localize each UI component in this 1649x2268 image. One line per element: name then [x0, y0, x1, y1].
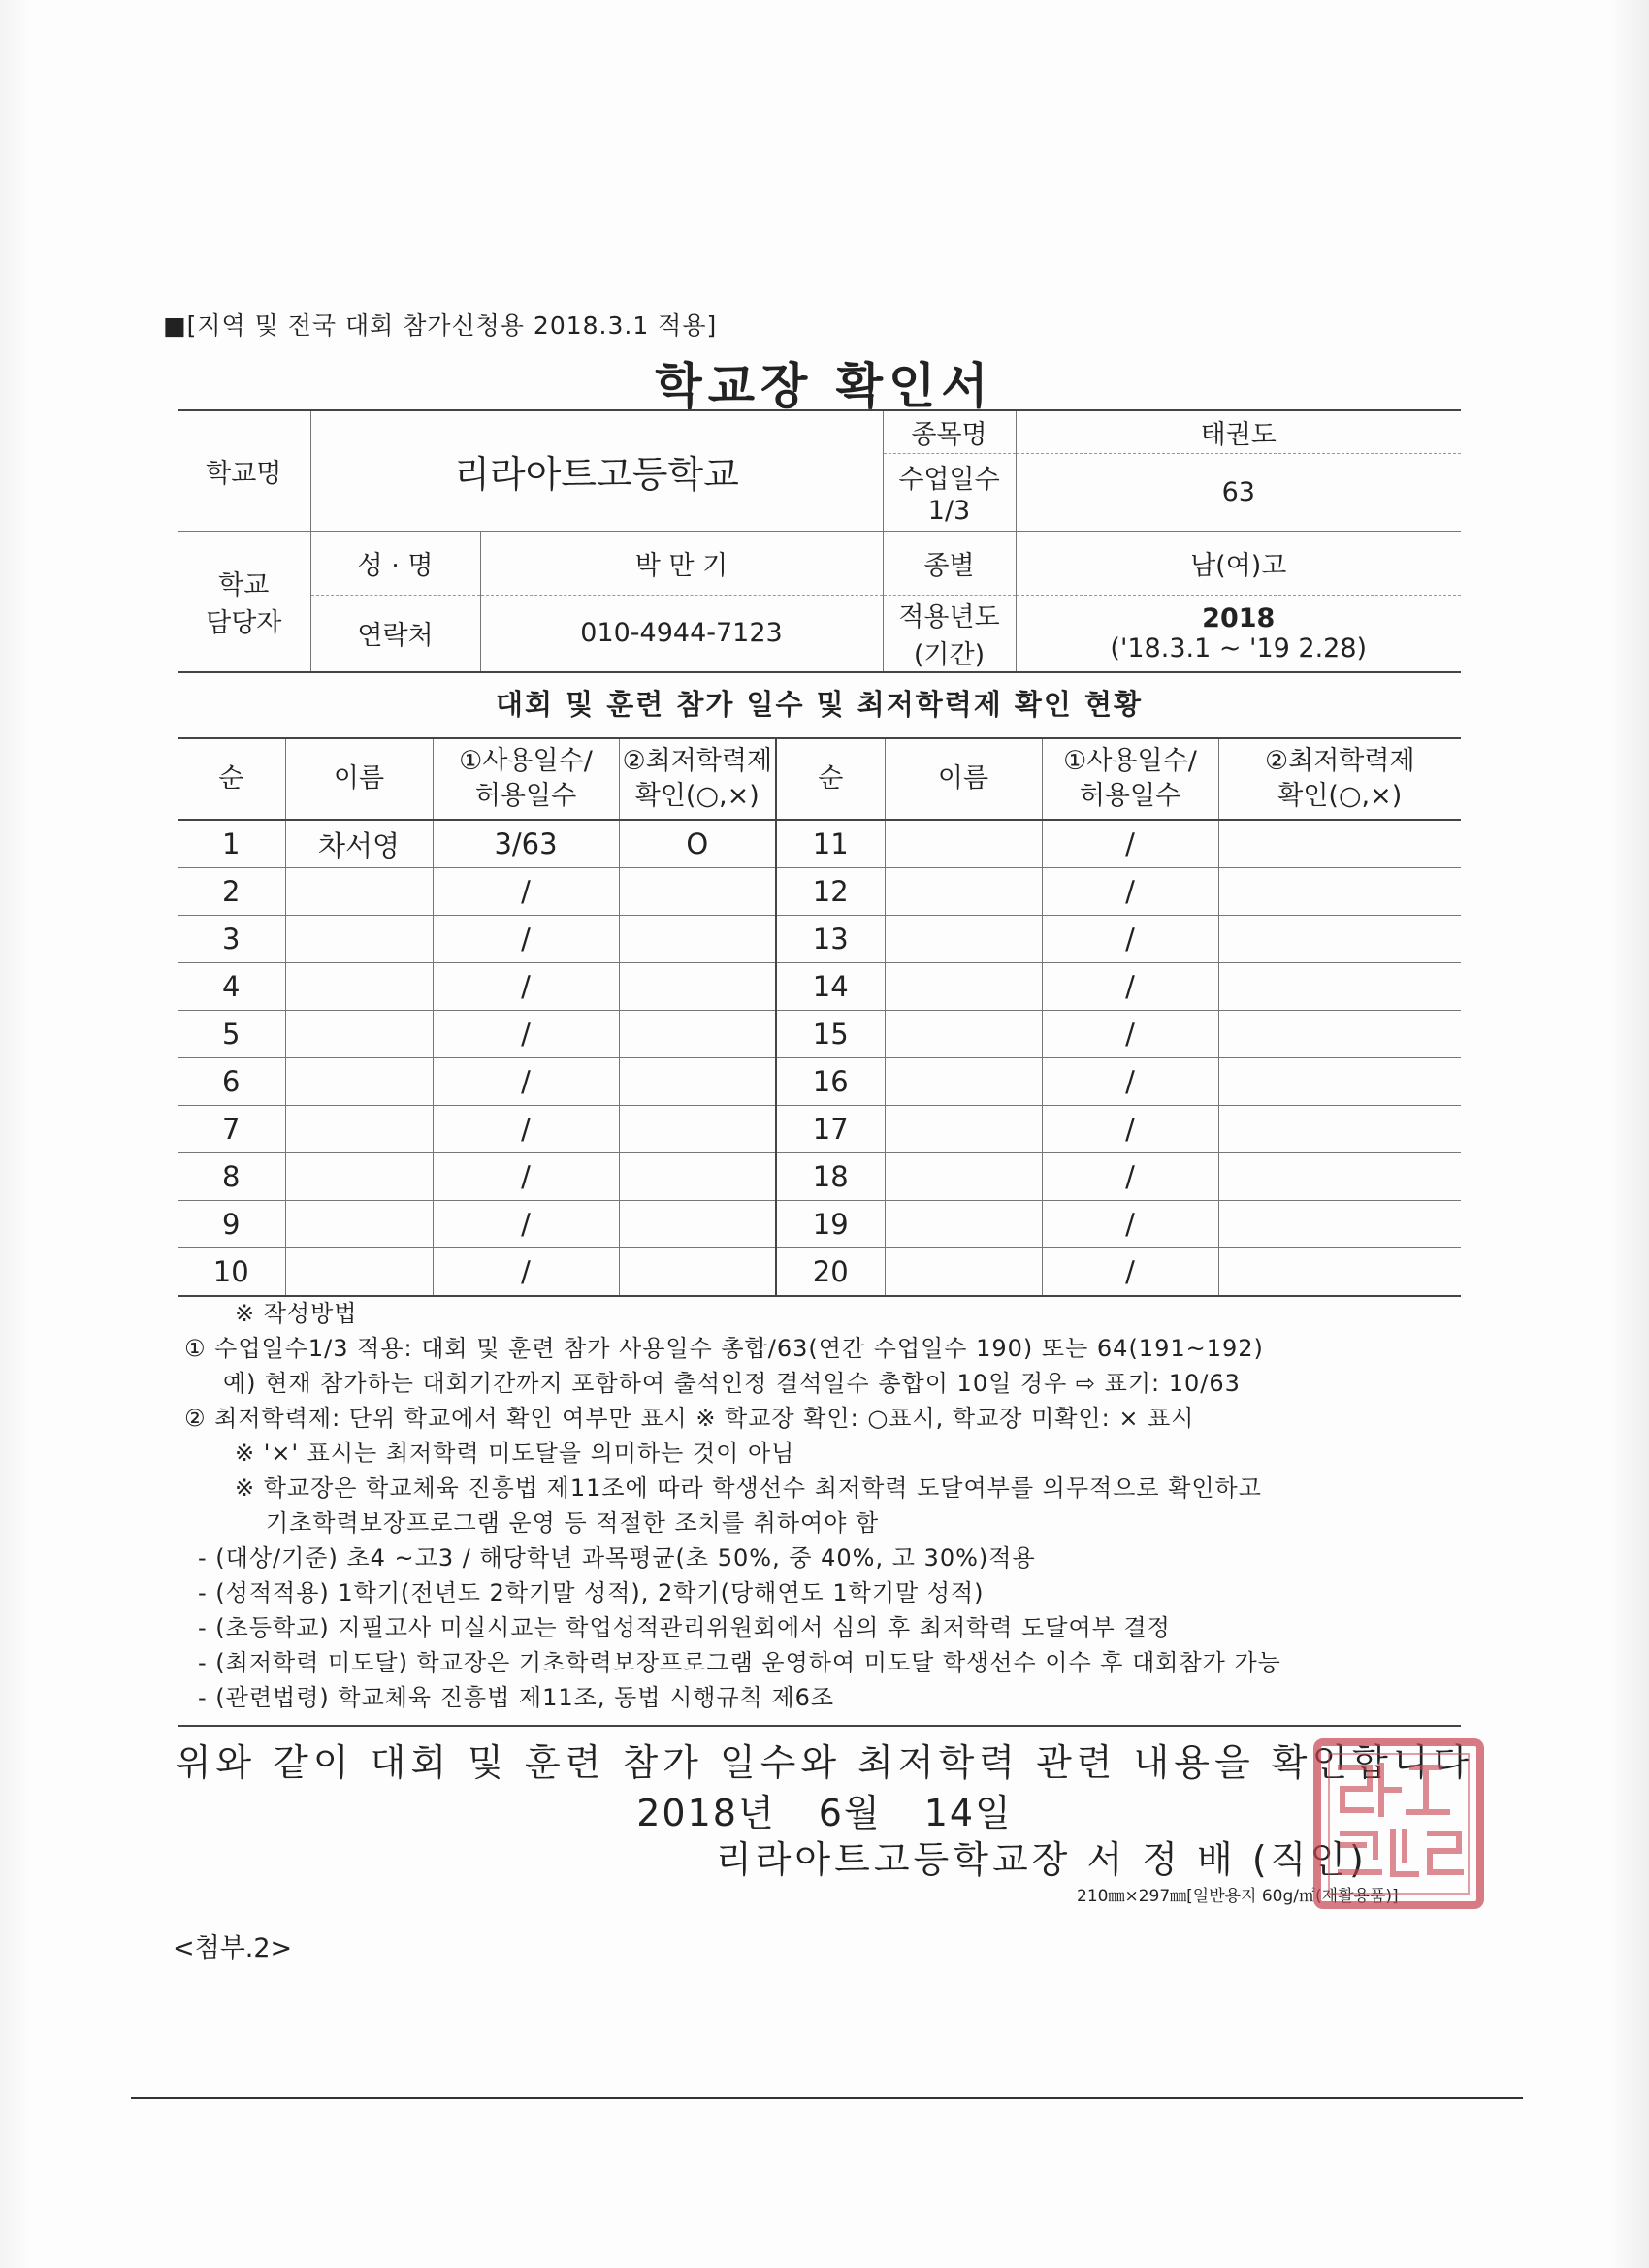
- row-name: [285, 1011, 433, 1058]
- header-days: ①사용일수/ 허용일수: [433, 738, 619, 820]
- row-days: /: [433, 1153, 619, 1201]
- row-check: [619, 1153, 776, 1201]
- row-number: 18: [776, 1153, 885, 1201]
- row-number: 8: [178, 1153, 285, 1201]
- detail-5: - (관련법령) 학교체육 진흥법 제11조, 동법 시행규칙 제6조: [198, 1684, 835, 1711]
- row-name: [285, 1106, 433, 1153]
- class-days-value: 63: [1016, 453, 1461, 531]
- sport-label: 종목명: [883, 410, 1016, 453]
- row-days: /: [433, 963, 619, 1011]
- row-days: /: [1042, 1011, 1218, 1058]
- row-days: /: [1042, 916, 1218, 963]
- table-row: [178, 820, 1461, 868]
- row-name: [885, 1011, 1042, 1058]
- table-row: [178, 963, 1461, 1011]
- row-number: 6: [178, 1058, 285, 1106]
- sport-value: 태권도: [1016, 410, 1461, 453]
- school-info-table: [178, 409, 1461, 673]
- row-check: [1218, 1248, 1461, 1297]
- note-3: ※ '×' 표시는 최저학력 미도달을 의미하는 것이 아님: [235, 1440, 795, 1467]
- row-days: /: [433, 1011, 619, 1058]
- contact-label: 연락처: [310, 595, 480, 672]
- row-check: [619, 916, 776, 963]
- table-row: [178, 868, 1461, 916]
- participation-table: [178, 737, 1461, 1297]
- row-days: /: [433, 1248, 619, 1297]
- row-name: [285, 1058, 433, 1106]
- section-title: 대회 및 훈련 참가 일수 및 최저학력제 확인 현황: [495, 688, 1144, 721]
- row-days: /: [1042, 868, 1218, 916]
- row-number: 19: [776, 1201, 885, 1248]
- table-row: [178, 1058, 1461, 1106]
- note-1a: ① 수업일수1/3 적용: 대회 및 훈련 참가 사용일수 총합/63(연간 수업일수 190) 또는 64(191~192): [184, 1335, 1264, 1362]
- paper-spec: 210㎜×297㎜[일반용지 60g/㎡(재활용품)]: [1077, 1887, 1399, 1906]
- row-check: [1218, 963, 1461, 1011]
- row-check: [619, 1248, 776, 1297]
- table-row: [178, 1153, 1461, 1201]
- row-number: 12: [776, 868, 885, 916]
- notes-heading: ※ 작성방법: [235, 1300, 358, 1327]
- row-days: /: [1042, 963, 1218, 1011]
- row-check: [1218, 1011, 1461, 1058]
- header-note: ■[지역 및 전국 대회 참가신청용 2018.3.1 적용]: [163, 311, 718, 340]
- row-days: /: [1042, 1248, 1218, 1297]
- row-check: [1218, 1153, 1461, 1201]
- row-number: 16: [776, 1058, 885, 1106]
- row-name: [885, 1106, 1042, 1153]
- row-days: /: [433, 916, 619, 963]
- row-number: 1: [178, 820, 285, 868]
- row-days: /: [433, 1106, 619, 1153]
- confirmation-statement: 위와 같이 대회 및 훈련 참가 일수와 최저학력 관련 내용을 확인합니다: [175, 1741, 1474, 1784]
- header-min: ②최저학력제 확인(○,×): [619, 738, 776, 820]
- detail-3: - (초등학교) 지필고사 미실시교는 학업성적관리위원회에서 심의 후 최저학력 도달여부 결정: [198, 1614, 1171, 1641]
- row-name: [285, 868, 433, 916]
- class-days-label: 수업일수 1/3: [883, 453, 1016, 531]
- school-label: 학교명: [178, 410, 310, 531]
- row-check: [619, 963, 776, 1011]
- row-days: /: [1042, 1106, 1218, 1153]
- row-check: O: [619, 820, 776, 868]
- table-row: [178, 1106, 1461, 1153]
- contact-value: 010-4944-7123: [480, 595, 883, 672]
- year-label: 적용년도 (기간): [883, 595, 1016, 672]
- table-row: [178, 1201, 1461, 1248]
- row-check: [1218, 1201, 1461, 1248]
- row-number: 17: [776, 1106, 885, 1153]
- table-row: [178, 1011, 1461, 1058]
- row-number: 13: [776, 916, 885, 963]
- year-number: 2018: [1202, 602, 1276, 633]
- row-name: [285, 963, 433, 1011]
- row-number: 11: [776, 820, 885, 868]
- row-days: /: [433, 1201, 619, 1248]
- table-row: [178, 916, 1461, 963]
- row-number: 5: [178, 1011, 285, 1058]
- row-number: 9: [178, 1201, 285, 1248]
- row-number: 2: [178, 868, 285, 916]
- name-value: 박 만 기: [480, 531, 883, 595]
- row-days: /: [1042, 1153, 1218, 1201]
- year-value: [1016, 595, 1461, 672]
- name-label: 성 · 명: [310, 531, 480, 595]
- row-name: [885, 963, 1042, 1011]
- row-check: [619, 1106, 776, 1153]
- document-title: 학교장 확인서: [655, 358, 994, 414]
- header-name: 이름: [885, 738, 1042, 820]
- row-name: [285, 916, 433, 963]
- row-name: [885, 1248, 1042, 1297]
- principal-signature-line: 리라아트고등학교장 서 정 배 (직인): [716, 1838, 1368, 1881]
- row-number: 14: [776, 963, 885, 1011]
- row-number: 3: [178, 916, 285, 963]
- school-name: 리라아트고등학교: [310, 410, 883, 531]
- row-check: [1218, 1058, 1461, 1106]
- row-name: [285, 1248, 433, 1297]
- row-days: /: [1042, 1058, 1218, 1106]
- detail-2: - (성적적용) 1학기(전년도 2학기말 성적), 2학기(당해연도 1학기말 성적): [198, 1579, 985, 1606]
- row-check: [1218, 916, 1461, 963]
- row-name: [285, 1201, 433, 1248]
- note-2: ② 최저학력제: 단위 학교에서 확인 여부만 표시 ※ 학교장 확인: ○표시, 학교장 미확인: × 표시: [184, 1405, 1195, 1432]
- note-4a: ※ 학교장은 학교체육 진흥법 제11조에 따라 학생선수 최저학력 도달여부를 의무적으로 확인하고: [235, 1474, 1262, 1502]
- row-days: 3/63: [433, 820, 619, 868]
- row-number: 20: [776, 1248, 885, 1297]
- row-number: 4: [178, 963, 285, 1011]
- row-name: [885, 820, 1042, 868]
- row-number: 7: [178, 1106, 285, 1153]
- row-check: [619, 868, 776, 916]
- header-num: 순: [178, 738, 285, 820]
- bottom-divider: [131, 2097, 1523, 2099]
- note-1b: 예) 현재 참가하는 대회기간까지 포함하여 출석인정 결석일수 총합이 10일 경우 ⇨ 표기: 10/63: [223, 1370, 1241, 1397]
- detail-1: - (대상/기준) 초4 ~고3 / 해당학년 과목평균(초 50%, 중 40%, 고 30%)적용: [198, 1544, 1036, 1571]
- row-name: [885, 868, 1042, 916]
- row-name: 차서영: [285, 820, 433, 868]
- header-days: ①사용일수/ 허용일수: [1042, 738, 1218, 820]
- row-check: [619, 1011, 776, 1058]
- row-days: /: [433, 1058, 619, 1106]
- divider: [178, 1725, 1461, 1727]
- type-label: 종별: [883, 531, 1016, 595]
- row-check: [619, 1201, 776, 1248]
- table-row: [178, 1248, 1461, 1297]
- row-days: /: [1042, 820, 1218, 868]
- row-name: [885, 1058, 1042, 1106]
- row-days: /: [433, 868, 619, 916]
- header-min: ②최저학력제 확인(○,×): [1218, 738, 1461, 820]
- row-days: /: [1042, 1201, 1218, 1248]
- header-num: 순: [776, 738, 885, 820]
- attachment-label: <첨부.2>: [173, 1933, 293, 1963]
- row-name: [285, 1153, 433, 1201]
- row-name: [885, 1201, 1042, 1248]
- row-number: 10: [178, 1248, 285, 1297]
- issue-date: 2018년 6월 14일: [636, 1792, 1013, 1834]
- instructions: [184, 1296, 1474, 1715]
- note-4b: 기초학력보장프로그램 운영 등 적절한 조치를 취하여야 함: [266, 1509, 880, 1537]
- staff-label: 학교 담당자: [178, 531, 310, 672]
- row-check: [1218, 820, 1461, 868]
- header-name: 이름: [285, 738, 433, 820]
- row-name: [885, 916, 1042, 963]
- row-check: [1218, 868, 1461, 916]
- official-seal-icon: [1311, 1736, 1486, 1911]
- row-check: [1218, 1106, 1461, 1153]
- row-name: [885, 1153, 1042, 1201]
- row-check: [619, 1058, 776, 1106]
- year-period: ('18.3.1 ~ '19 2.28): [1110, 632, 1368, 664]
- table-header-row: [178, 738, 1461, 820]
- detail-4: - (최저학력 미도달) 학교장은 기초학력보장프로그램 운영하여 미도달 학생선수 이수 후 대회참가 가능: [198, 1649, 1281, 1676]
- row-number: 15: [776, 1011, 885, 1058]
- type-value: 남(여)고: [1016, 531, 1461, 595]
